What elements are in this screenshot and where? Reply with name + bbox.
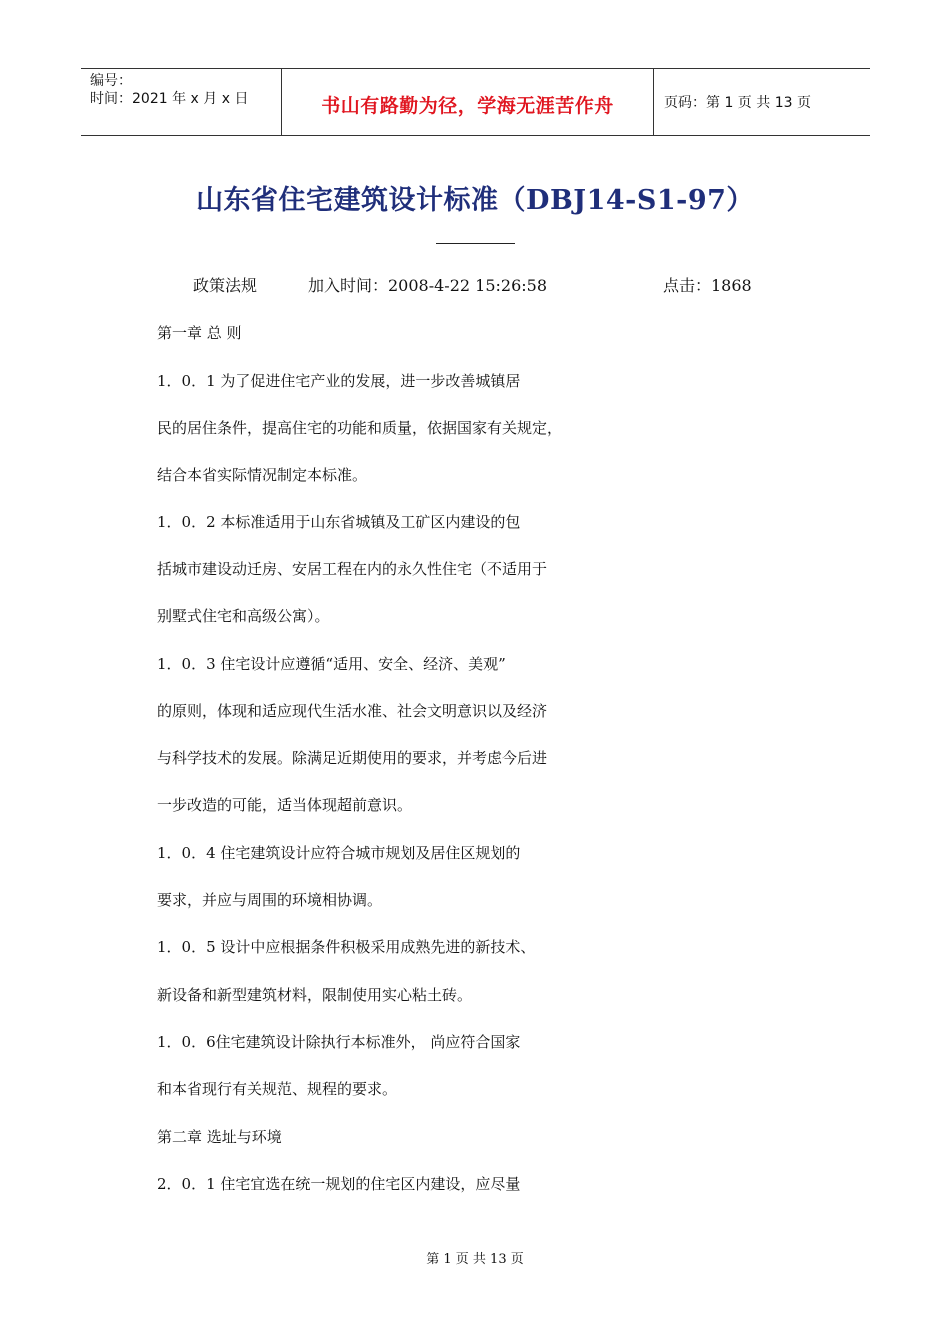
body-line: 与科学技术的发展。除满足近期使用的要求，并考虑今后进	[157, 749, 548, 767]
header-info-cell	[81, 69, 282, 135]
title-underline	[436, 243, 515, 244]
body-line: 括城市建设动迁房、安居工程在内的永久性住宅（不适用于	[157, 560, 548, 578]
body-line: 1．0．5 设计中应根据条件积极采用成熟先进的新技术、	[157, 938, 536, 956]
document-hits: 点击：1868	[663, 276, 752, 295]
motto-cell	[282, 69, 654, 135]
body-line: 结合本省实际情况制定本标准。	[157, 466, 368, 484]
document-added-time: 加入时间：2008-4-22 15:26:58	[308, 276, 548, 295]
page-info-cell	[654, 69, 870, 135]
body-line: 1．0．4 住宅建筑设计应符合城市规划及居住区规划的	[157, 844, 521, 862]
body-line: 民的居住条件，提高住宅的功能和质量，依据国家有关规定，	[157, 419, 563, 437]
body-line: 一步改造的可能，适当体现超前意识。	[157, 796, 413, 814]
body-line: 的原则，体现和适应现代生活水准、社会文明意识以及经济	[157, 702, 548, 720]
body-line: 1．0．3 住宅设计应遵循“适用、安全、经济、美观”	[157, 655, 506, 673]
document-category: 政策法规	[193, 276, 258, 295]
body-line: 2．0．1 住宅宜选在统一规划的住宅区内建设，应尽量	[157, 1175, 521, 1193]
body-line: 第二章 选址与环境	[157, 1128, 282, 1146]
body-line: 和本省现行有关规范、规程的要求。	[157, 1080, 398, 1098]
document-title: 山东省住宅建筑设计标准（DBJ14-S1-97）	[196, 185, 754, 216]
body-line: 要求，并应与周围的环境相协调。	[157, 891, 383, 909]
motto-text: 书山有路勤为径，学海无涯苦作舟	[321, 94, 614, 117]
time-label: 时间：2021 年 x 月 x 日	[90, 91, 249, 107]
body-line: 1．0．2 本标准适用于山东省城镇及工矿区内建设的包	[157, 513, 521, 531]
body-line: 别墅式住宅和高级公寓）。	[157, 607, 330, 625]
header-table	[81, 68, 870, 136]
body-line: 1．0．1 为了促进住宅产业的发展，进一步改善城镇居	[157, 372, 521, 390]
body-line: 新设备和新型建筑材料，限制使用实心粘土砖。	[157, 986, 473, 1004]
number-label: 编号：	[90, 73, 132, 89]
page-footer: 第 1 页 共 13 页	[426, 1252, 524, 1267]
page-info-text: 页码：第 1 页 共 13 页	[664, 95, 811, 111]
body-line: 第一章 总 则	[157, 324, 242, 342]
body-line: 1．0．6住宅建筑设计除执行本标准外， 尚应符合国家	[157, 1033, 521, 1051]
